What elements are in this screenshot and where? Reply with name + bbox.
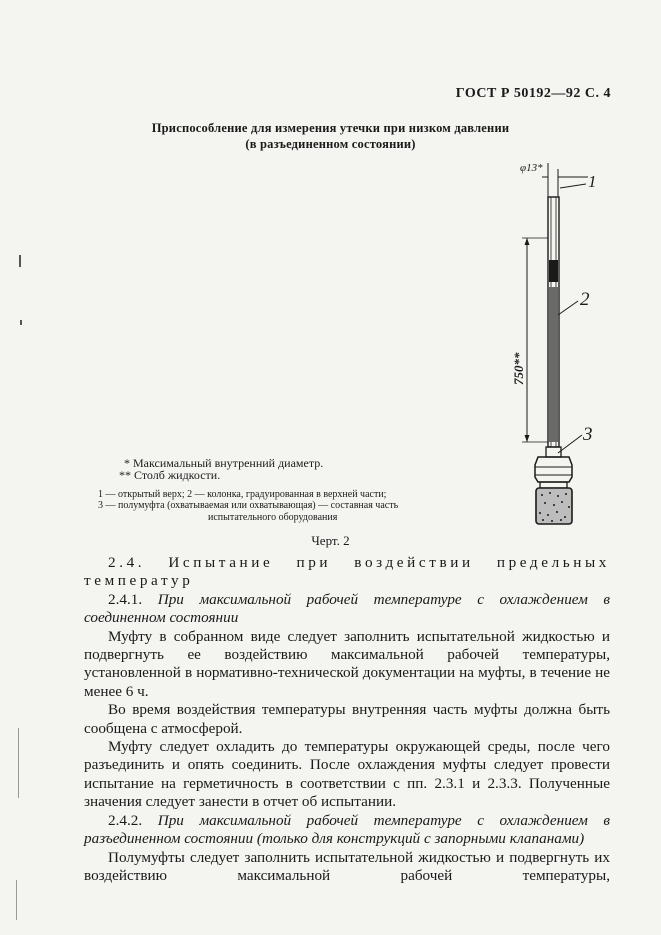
- note-max-diameter: * Максимальный внутренний диаметр.: [124, 456, 324, 470]
- margin-mark: [19, 255, 21, 267]
- section-number: 2.4.2.: [108, 811, 158, 829]
- section-title: При максимальной рабочей температуре с охлаждением в разъединенном состоянии (только для конструкций с запорными клапанами): [84, 811, 610, 848]
- margin-mark: [18, 728, 19, 798]
- legend-line-1: 1 — открытый верх; 2 — колонка, градуированная в верхней части;: [98, 489, 387, 500]
- callout-2: 2: [580, 289, 590, 310]
- figure-caption-line1: Приспособление для измерения утечки при низком давлении: [151, 121, 510, 135]
- figure-caption-line2: (в разъединенном состоянии): [245, 137, 416, 151]
- paragraph: Муфту следует охладить до температуры окружающей среды, после чего разъединить и опять соединить. После охлаждения муфты следует провести испытание на герметичность в соответствии с пп. 2.3.1 и 2.3.3. Полученные значения следует занести в отчет об испытании.: [84, 738, 610, 811]
- section-2-4-heading-cont: температур: [84, 572, 194, 590]
- section-2-4-heading: 2.4. Испытание при воздействии предельных: [108, 554, 610, 571]
- callout-1: 1: [588, 172, 597, 191]
- paragraph: Полумуфты следует заполнить испытательной жидкостью и подвергнуть их воздействию максимальной рабочей температуры,: [84, 848, 610, 884]
- callout-3: 3: [583, 424, 593, 445]
- length-label: 750**: [511, 352, 526, 385]
- legend-line-2: 3 — полумуфта (охватываемая или охватывающая) — составная часть: [98, 500, 399, 511]
- paragraph: Муфту в собранном виде следует заполнить испытательной жидкостью и подвергнуть ее воздействию максимальной рабочей температуры, установленной в нормативно-технической документации на муфты, в течение не менее 6 ч.: [84, 627, 610, 700]
- margin-mark: [16, 880, 17, 920]
- page-header: ГОСТ Р 50192—92 С. 4: [455, 86, 611, 101]
- legend-line-3: испытательного оборудования: [208, 512, 338, 523]
- figure-label: Черт. 2: [311, 533, 350, 548]
- margin-mark: [20, 320, 22, 325]
- measurement-fixture-drawing: [490, 155, 620, 535]
- body-text: [84, 554, 610, 885]
- section-2-4-1: [84, 591, 610, 628]
- diameter-label: φ13*: [520, 162, 543, 174]
- section-2-4-2: [84, 812, 610, 849]
- note-liquid-column: ** Столб жидкости.: [119, 468, 221, 482]
- paragraph: Во время воздействия температуры внутренняя часть муфты должна быть сообщена с атмосферой.: [84, 701, 610, 737]
- section-number: 2.4.1.: [108, 590, 158, 608]
- section-title: При максимальной рабочей температуре с охлаждением в соединенном состоянии: [84, 590, 610, 627]
